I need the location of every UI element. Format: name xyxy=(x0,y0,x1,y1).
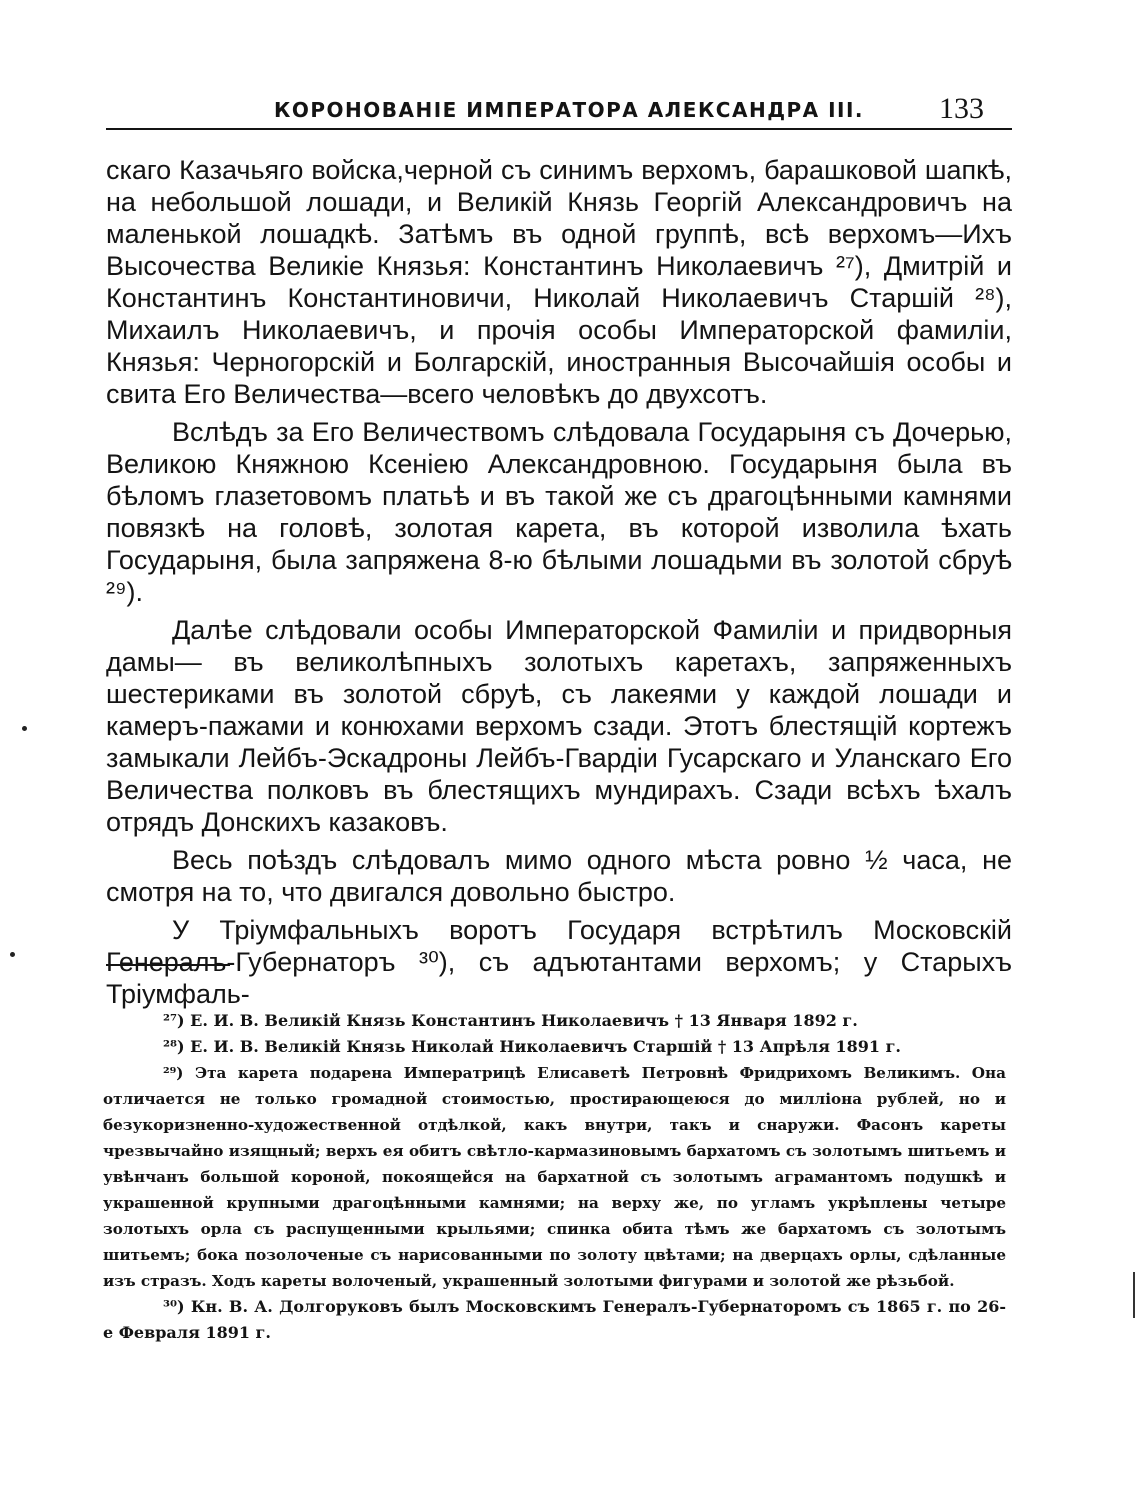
paragraph: У Тріумфальныхъ воротъ Государя встрѣтилъ Московскій Генералъ-Губернаторъ ³⁰), съ адъютантами верхомъ; у Старыхъ Тріумфаль- xyxy=(106,915,1012,1009)
running-title: КОРОНОВАНІЕ ИМПЕРАТОРА АЛЕКСАНДРА III. xyxy=(274,98,865,122)
scan-speck xyxy=(10,952,15,957)
footnote: ²⁷) Е. И. В. Великій Князь Константинъ Николаевичъ † 13 Января 1892 г. xyxy=(163,1011,858,1030)
scan-edge-mark xyxy=(1133,1272,1135,1318)
footnote: ²⁸) Е. И. В. Великій Князь Николай Николаевичъ Старшій † 13 Апрѣля 1891 г. xyxy=(163,1037,901,1056)
paragraph: Весь поѣздъ слѣдовалъ мимо одного мѣста ровно ½ часа, не смотря на то, что двигался довольно быстро. xyxy=(106,845,1012,907)
page-number: 133 xyxy=(939,92,984,125)
paragraph: Далѣе слѣдовали особы Императорской Фамиліи и придворныя дамы— въ великолѣпныхъ золотыхъ каретахъ, запряженныхъ шестериками въ золотой сбруѣ, съ лакеями у каждой лошади и камеръ-пажами и конюхами верхомъ сзади. Этотъ блестящій кортежъ замыкали Лейбъ-Эскадроны Лейбъ-Гвардіи Гусарскаго и Уланскаго Его Величества полковъ въ блестящихъ мундирахъ. Сзади всѣхъ ѣхалъ отрядъ Донскихъ казаковъ. xyxy=(106,615,1012,837)
footnote: ³⁰) Кн. В. А. Долгоруковъ былъ Московскимъ Генералъ-Губернаторомъ съ 1865 г. по 26-е Февраля 1891 г. xyxy=(103,1297,1006,1342)
main-text xyxy=(106,154,1012,1016)
footnotes xyxy=(103,1008,1006,1346)
paragraph: скаго Казачьяго войска,черной съ синимъ верхомъ, барашковой шапкѣ, на небольшой лошади, и Великій Князь Георгій Александровичъ на маленькой лошадкѣ. Затѣмъ въ одной группѣ, всѣ верхомъ—Ихъ Высочества Великіе Князья: Константинъ Николаевичъ ²⁷), Дмитрій и Константинъ Константиновичи, Николай Николаевичъ Старшій ²⁸), Михаилъ Николаевичъ, и прочія особы Императорской фамиліи, Князья: Черногорскій и Болгарскій, иностранныя Высочайшія особы и свита Его Величества—всего человѣкъ до двухсотъ. xyxy=(106,155,1012,409)
footnote: ²⁹) Эта карета подарена Императрицѣ Елисаветѣ Петровнѣ Фридрихомъ Великимъ. Она отличается не только громадной стоимостью, простирающеюся до милліона рублей, но и безукоризненно-художественной отдѣлкой, какъ внутри, такъ и снаружи. Фасонъ кареты чрезвычайно изящный; верхъ ея обитъ свѣтло-кармазиновымъ бархатомъ съ золотымъ шитьемъ и увѣнчанъ большой короной, покоящейся на бархатной съ золотымъ аграмантомъ подушкѣ и украшенной крупными драгоцѣнными камнями; на верху же, по угламъ укрѣплены четыре золотыхъ орла съ распущенными крыльями; спинка обита тѣмъ же бархатомъ съ золотымъ шитьемъ; бока позолоченые съ нарисованными по золоту цвѣтами; на дверцахъ орлы, сдѣланные изъ стразъ. Ходъ кареты волоченый, украшенный золотыми фигурами и золотой же рѣзьбой. xyxy=(103,1064,1006,1290)
paragraph: Вслѣдъ за Его Величествомъ слѣдовала Государыня съ Дочерью, Великою Княжною Ксеніею Александровною. Государыня была въ бѣломъ глазетовомъ платьѣ и въ такой же съ драгоцѣнными камнями повязкѣ на головѣ, золотая карета, въ которой изволила ѣхать Государыня, была запряжена 8-ю бѣлыми лошадьми въ золотой сбруѣ ²⁹). xyxy=(106,417,1012,607)
footnote-divider xyxy=(106,964,230,966)
running-header xyxy=(106,92,1012,130)
scan-speck xyxy=(22,726,27,731)
